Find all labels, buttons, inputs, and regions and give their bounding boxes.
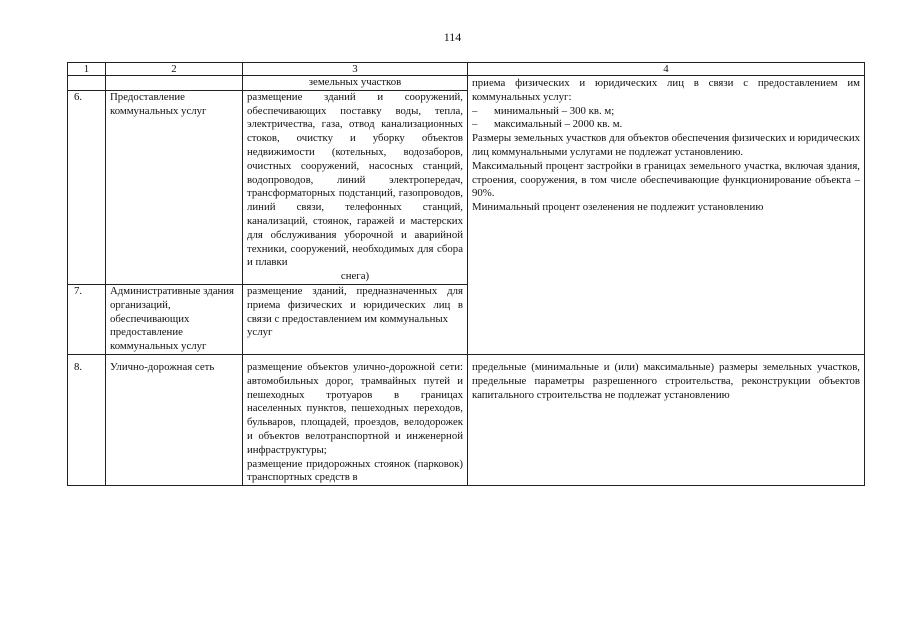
row-number: 8. [68,354,106,485]
params-paragraph-build-percent: Максимальный процент застройки в границах земельного участка, включая здания, строения, сооружения, в том числе обеспечивающие функционирование объекта – 90%. [472,159,860,200]
params-paragraph-sizes: Размеры земельных участков для объектов обеспечения физических и юридических лиц коммунальными услугами не подлежат установлению. [472,132,860,158]
continuation-name-cell [106,76,243,91]
params-bullet-max-text: максимальный – 2000 кв. м. [494,118,623,131]
row-description [243,284,468,354]
continuation-description-text: земельных участков [308,76,402,88]
row-params [468,354,865,485]
row-name: Административные здания организаций, обеспечивающих предоставление коммунальных услуг [106,284,243,354]
params-intro-text: приема физических и юридических лиц в связи с предоставлением им коммунальных услуг: [472,77,860,103]
row-description [243,354,468,485]
continuation-num-cell [68,76,106,91]
row-description-last-line: услуг [247,326,273,339]
row-description-text: размещение объектов улично-дорожной сети: автомобильных дорог, трамвайных путей и пешеходных тротуаров в границах населенных пунктов, пешеходных переходов, бульваров, площадей, проездов, велодорожек и объектов велотранспортной и инженерной инфраструктуры; [247,360,463,456]
table-row [68,354,865,485]
column-header-1: 1 [68,63,106,76]
row-name: Предоставление коммунальных услуг [106,90,243,284]
row-number: 7. [68,284,106,354]
table-header-row [68,63,865,76]
params-paragraph-green-percent: Минимальный процент озеленения не подлежит установлению [472,201,764,214]
row-description-text: размещение зданий и сооружений, обеспечивающих поставку воды, тепла, электричества, газа, отвод канализационных стоков, очистку и уборку объектов недвижимости (котельных, водозаборов, очистных сооружений, насосных станций, водопроводов, линий электропередач, трансформаторных подстанций, газопроводов, линий связи, телефонных станций, канализаций, стоянок, гаражей и мастерских для обслуживания уборочной и аварийной техники, сооружений, необходимых для сбора и плавки [247,90,463,269]
column-header-4: 4 [468,63,865,76]
params-bullet-min-text: минимальный – 300 кв. м; [494,104,615,117]
bullet-dash: – [472,118,478,131]
table-row-continuation [68,76,865,91]
row-description [243,90,468,284]
row-number: 6. [68,90,106,284]
row-description-text: размещение зданий, предназначенных для приема физических и юридических лиц в связи с предоставлением им коммунальных [247,284,463,325]
row-description-last-line: снега) [340,270,370,283]
continuation-description-cell [243,76,468,91]
row-description-text-2: размещение придорожных стоянок (парковок) транспортных средств в [247,457,463,484]
zoning-table [67,62,865,486]
params-cell-shared [468,76,865,355]
row-name: Улично-дорожная сеть [106,354,243,485]
params-bullet-max [472,118,860,132]
params-bullet-min [472,105,860,119]
column-header-2: 2 [106,63,243,76]
page-number: 114 [443,30,462,44]
row-params-text: предельные (минимальные и (или) максимальные) размеры земельных участков, предельные параметры разрешенного строительства, реконструкции объектов капитального строительства не подлежат установлению [472,360,860,401]
bullet-dash: – [472,104,478,117]
column-header-3: 3 [243,63,468,76]
